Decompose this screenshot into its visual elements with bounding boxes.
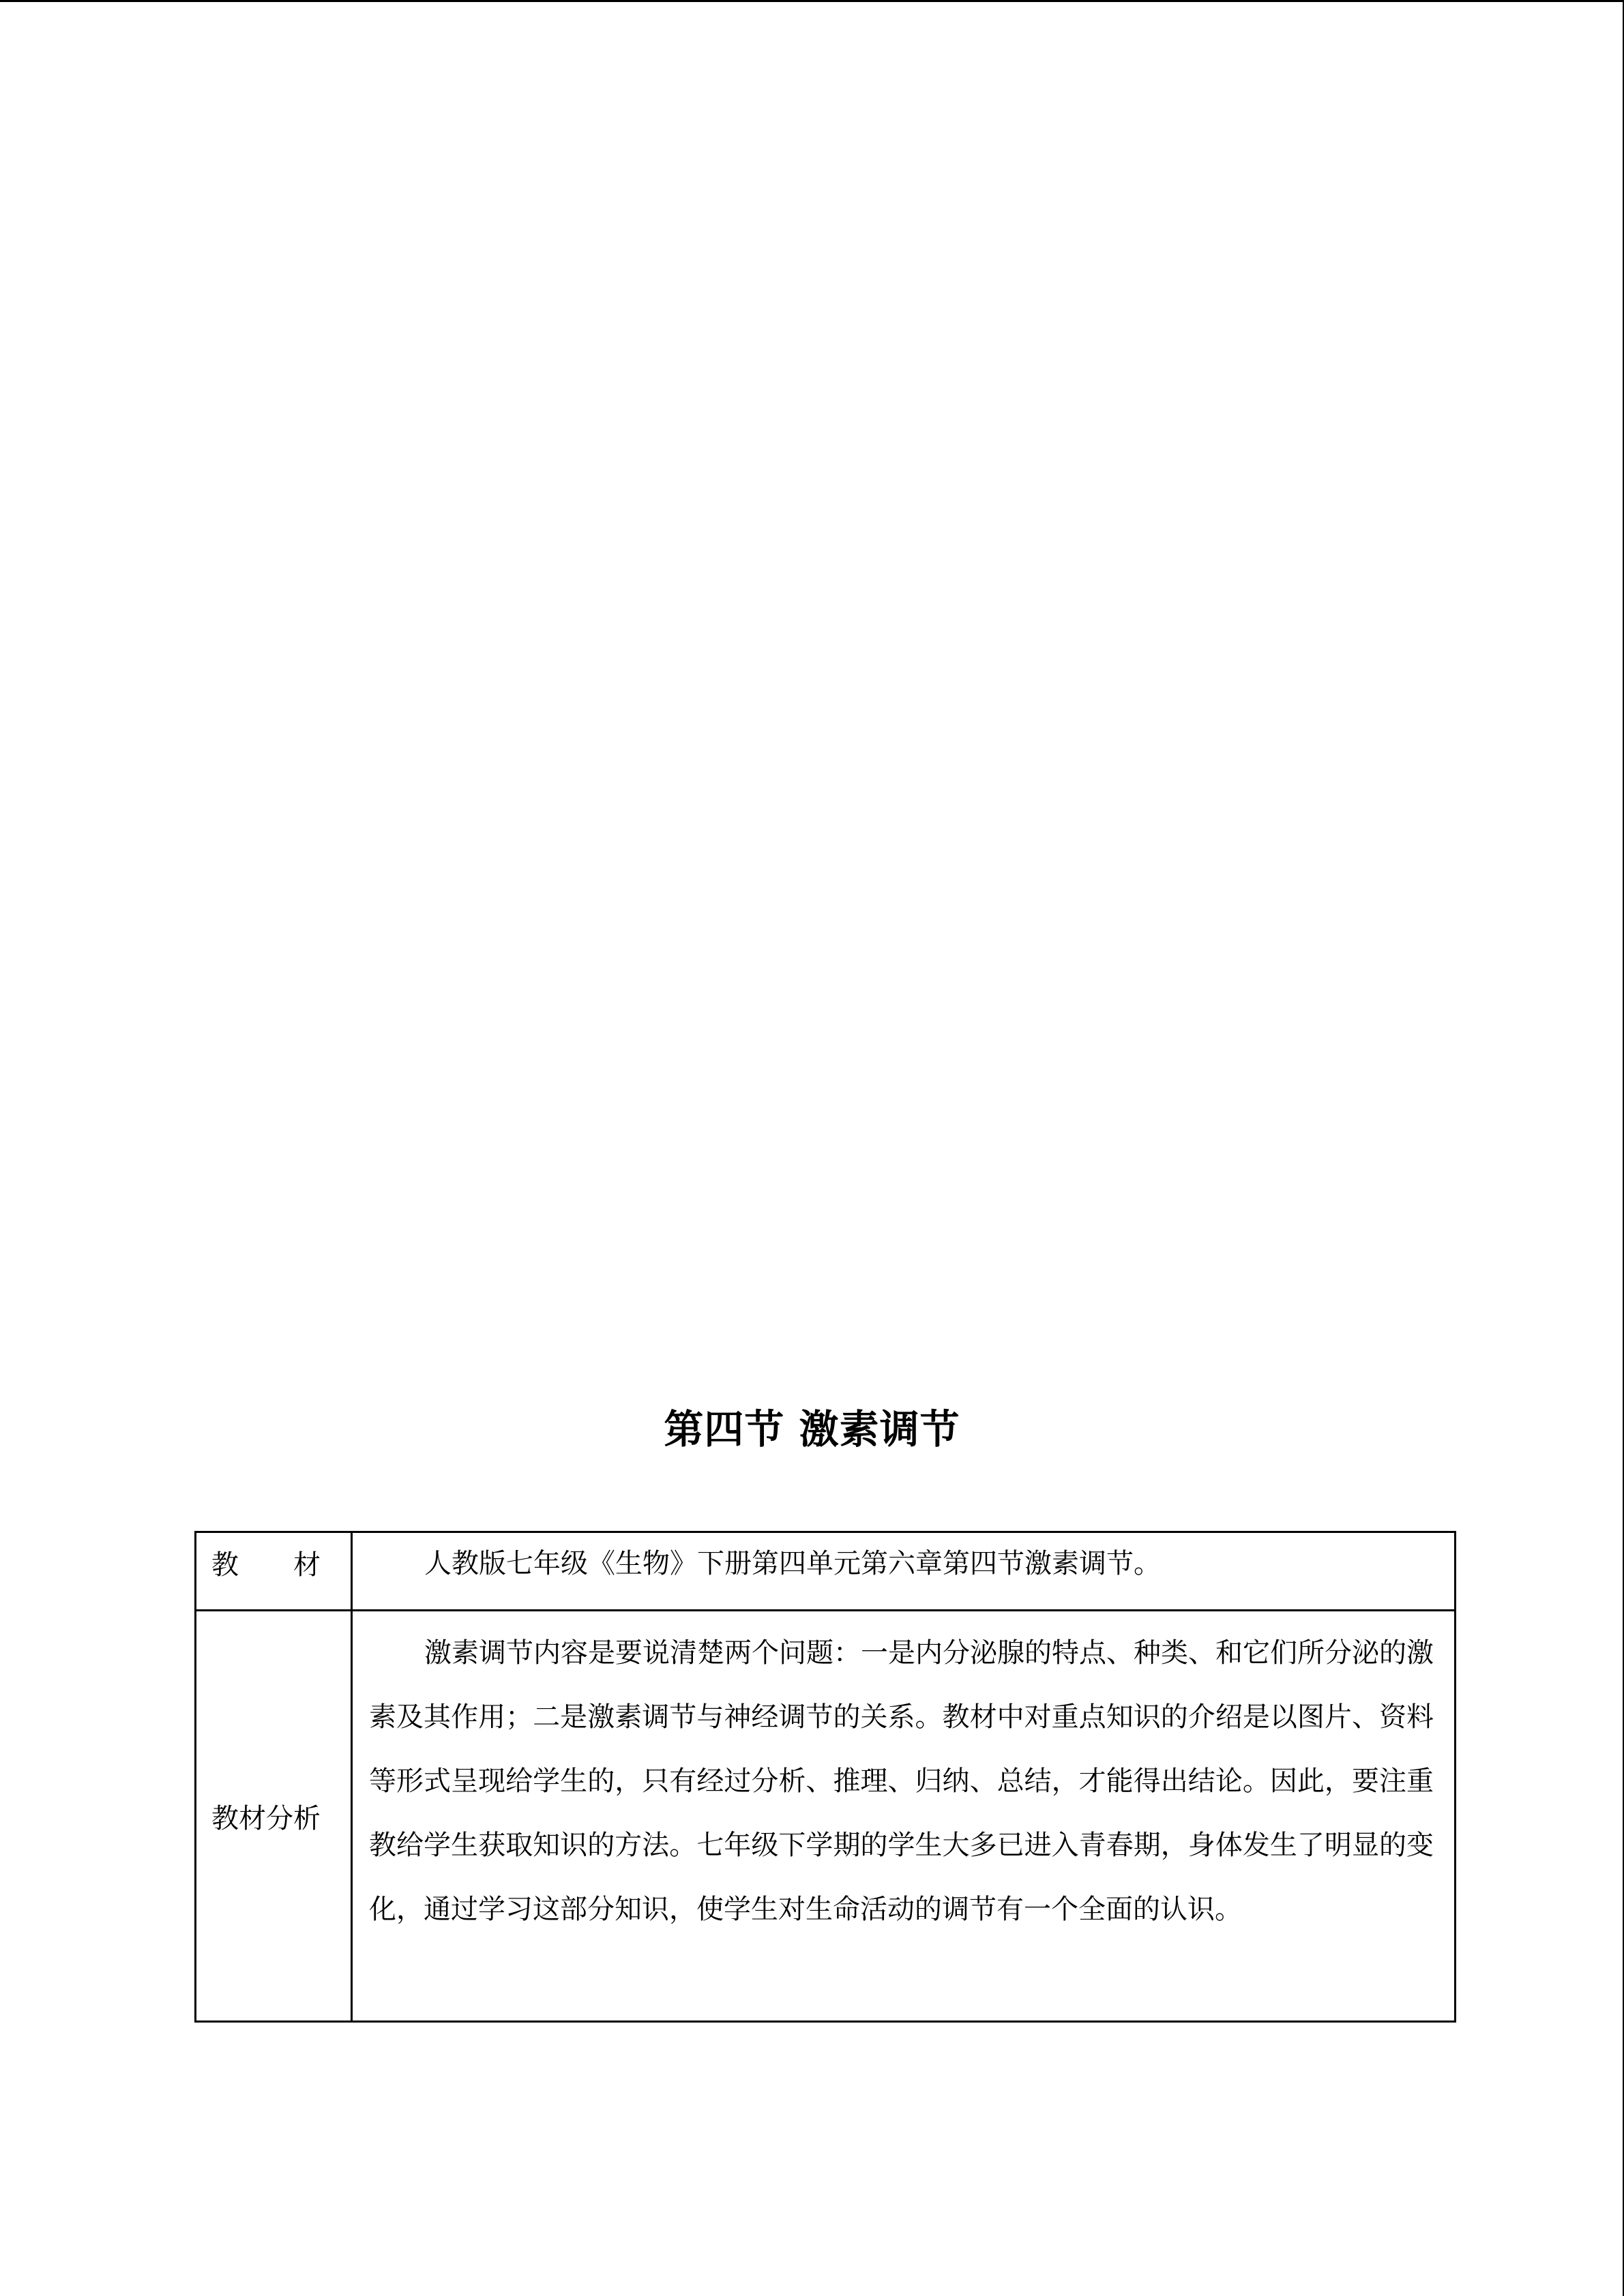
analysis-label: 教材分析 — [211, 1802, 321, 1834]
lesson-info-table — [194, 1531, 1456, 2023]
row-content-analysis — [352, 1611, 1456, 2022]
analysis-text: 激素调节内容是要说清楚两个问题：一是内分泌腺的特点、种类、和它们所分泌的激素及其作用；二是激素调节与神经调节的关系。教材中对重点知识的介绍是以图片、资料等形式呈现给学生的，只有经过分析、推理、归纳、总结，才能得出结论。因此，要注重教给学生获取知识的方法。七年级下学期的学生大多已进入青春期，身体发生了明显的变化，通过学习这部分知识，使学生对生命活动的调节有一个全面的认识。 — [369, 1637, 1434, 1925]
textbook-text: 人教版七年级《生物》下册第四单元第六章第四节激素调节。 — [424, 1548, 1161, 1579]
row-label-textbook — [196, 1532, 352, 1611]
label-char: 材 — [293, 1549, 321, 1581]
document-title: 第四节 激素调节 — [664, 1406, 960, 1452]
row-content-textbook — [352, 1532, 1456, 1611]
top-border-line — [0, 0, 1624, 2]
row-label-analysis — [196, 1611, 352, 2022]
table-row — [196, 1611, 1456, 2022]
table-row — [196, 1532, 1456, 1611]
label-char: 教 — [211, 1549, 239, 1581]
